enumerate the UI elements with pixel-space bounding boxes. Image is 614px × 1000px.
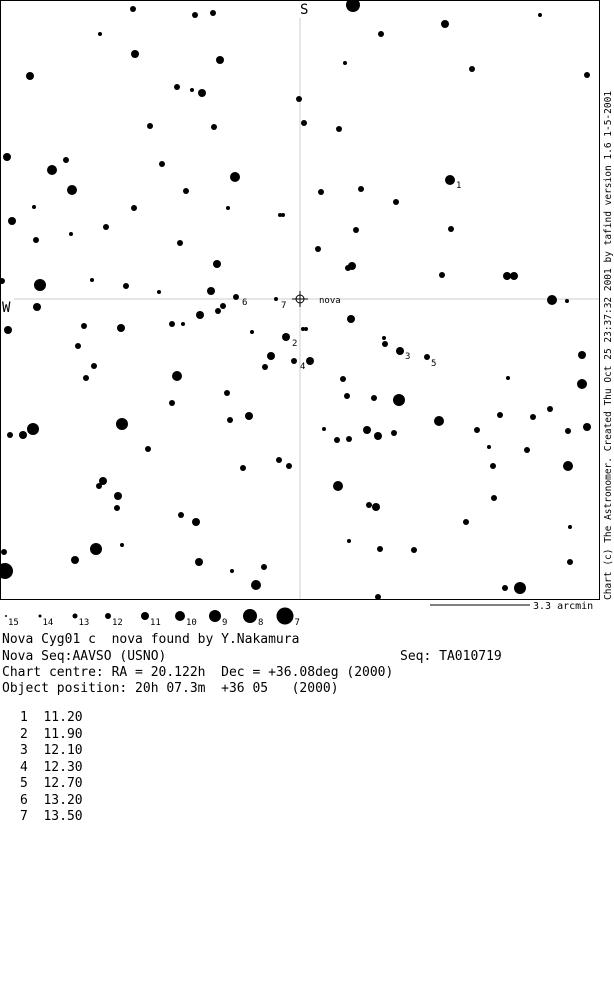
star bbox=[497, 412, 503, 418]
sequence-label: 3 bbox=[405, 352, 411, 362]
star bbox=[382, 336, 386, 340]
chart-credit: Chart (c) The Astronomer. Created Thu Oct 25 23:37:32 2001 by tafind version 1.6 1-5-2001 bbox=[603, 90, 614, 600]
star bbox=[322, 427, 326, 431]
star bbox=[213, 260, 221, 268]
star bbox=[506, 376, 510, 380]
legend-label: 8 bbox=[258, 618, 264, 628]
star bbox=[3, 153, 11, 161]
star bbox=[174, 84, 180, 90]
legend-star bbox=[141, 612, 149, 620]
sequence-label: 5 bbox=[431, 359, 437, 369]
star bbox=[7, 432, 13, 438]
star bbox=[98, 32, 102, 36]
star bbox=[382, 341, 388, 347]
star bbox=[563, 461, 573, 471]
legend-star bbox=[175, 611, 185, 621]
star bbox=[445, 175, 455, 185]
sequence-table bbox=[20, 710, 83, 826]
star bbox=[474, 427, 480, 433]
star bbox=[363, 426, 371, 434]
star bbox=[145, 446, 151, 452]
info-line-4: Object position: 20h 07.3m +36 05 (2000) bbox=[2, 681, 339, 696]
sequence-row: 4 12.30 bbox=[20, 759, 83, 775]
star bbox=[250, 330, 254, 334]
star bbox=[578, 351, 586, 359]
star bbox=[114, 505, 120, 511]
star bbox=[81, 323, 87, 329]
star bbox=[196, 311, 204, 319]
legend-label: 12 bbox=[112, 618, 123, 628]
star bbox=[230, 172, 240, 182]
star bbox=[47, 165, 57, 175]
star bbox=[96, 483, 102, 489]
star bbox=[71, 556, 79, 564]
star bbox=[215, 308, 221, 314]
sequence-row: 6 13.20 bbox=[20, 792, 83, 808]
star bbox=[547, 406, 553, 412]
star bbox=[318, 189, 324, 195]
star bbox=[8, 217, 16, 225]
star bbox=[147, 123, 153, 129]
star bbox=[172, 371, 182, 381]
star bbox=[565, 299, 569, 303]
star bbox=[371, 395, 377, 401]
star bbox=[530, 414, 536, 420]
star bbox=[224, 390, 230, 396]
star bbox=[192, 12, 198, 18]
star bbox=[301, 120, 307, 126]
star bbox=[1, 549, 7, 555]
star bbox=[120, 543, 124, 547]
star bbox=[183, 188, 189, 194]
star bbox=[315, 246, 321, 252]
star bbox=[434, 416, 444, 426]
sequence-label: 7 bbox=[281, 301, 287, 311]
star bbox=[4, 326, 12, 334]
legend-star bbox=[39, 615, 42, 618]
star bbox=[378, 31, 384, 37]
star bbox=[91, 363, 97, 369]
star bbox=[169, 321, 175, 327]
star bbox=[130, 6, 136, 12]
sequence-row: 5 12.70 bbox=[20, 776, 83, 791]
legend-star bbox=[105, 613, 111, 619]
star bbox=[131, 205, 137, 211]
legend-star bbox=[5, 615, 7, 617]
star bbox=[411, 547, 417, 553]
star bbox=[490, 463, 496, 469]
star bbox=[577, 379, 587, 389]
star bbox=[375, 594, 381, 600]
star bbox=[117, 324, 125, 332]
legend-star bbox=[243, 609, 257, 623]
star bbox=[169, 400, 175, 406]
scale-bar-label: 3.3 arcmin bbox=[533, 601, 594, 612]
sequence-row: 7 13.50 bbox=[20, 809, 83, 824]
star bbox=[26, 72, 34, 80]
star bbox=[103, 224, 109, 230]
star bbox=[245, 412, 253, 420]
star bbox=[157, 290, 161, 294]
legend-label: 13 bbox=[78, 618, 90, 628]
star bbox=[424, 354, 430, 360]
info-line-2-right: Seq: TA010719 bbox=[400, 649, 502, 664]
sequence-label: 6 bbox=[242, 298, 248, 308]
info-line-2-left: Nova Seq:AAVSO (USNO) bbox=[2, 649, 167, 664]
star bbox=[19, 431, 27, 439]
star bbox=[396, 347, 404, 355]
star bbox=[90, 543, 102, 555]
star bbox=[267, 352, 275, 360]
star bbox=[366, 502, 372, 508]
star bbox=[192, 518, 200, 526]
star bbox=[524, 447, 530, 453]
star bbox=[159, 161, 165, 167]
info-line-1: Nova Cyg01 c nova found by Y.Nakamura bbox=[2, 632, 300, 647]
legend-label: 9 bbox=[222, 618, 228, 628]
star bbox=[372, 503, 380, 511]
star bbox=[567, 559, 573, 565]
star bbox=[347, 539, 351, 543]
star bbox=[448, 226, 454, 232]
legend-label: 14 bbox=[42, 618, 54, 628]
star bbox=[262, 364, 268, 370]
star bbox=[282, 333, 290, 341]
star bbox=[538, 13, 542, 17]
star bbox=[233, 294, 239, 300]
legend-star bbox=[73, 614, 78, 619]
star bbox=[334, 437, 340, 443]
star bbox=[374, 432, 382, 440]
star bbox=[502, 585, 508, 591]
star bbox=[67, 185, 77, 195]
star bbox=[469, 66, 475, 72]
star bbox=[211, 124, 217, 130]
nova-label: nova bbox=[319, 296, 341, 306]
star bbox=[463, 519, 469, 525]
star bbox=[230, 569, 234, 573]
star bbox=[391, 430, 397, 436]
star bbox=[274, 297, 278, 301]
star bbox=[353, 227, 359, 233]
star bbox=[584, 72, 590, 78]
legend-label: 15 bbox=[8, 618, 19, 628]
star bbox=[240, 465, 246, 471]
star bbox=[510, 272, 518, 280]
sequence-row: 3 12.10 bbox=[20, 743, 83, 758]
star bbox=[261, 564, 267, 570]
star bbox=[34, 279, 46, 291]
legend-label: 11 bbox=[150, 618, 161, 628]
star bbox=[296, 96, 302, 102]
star bbox=[207, 287, 215, 295]
star bbox=[286, 463, 292, 469]
star bbox=[344, 393, 350, 399]
star bbox=[123, 283, 129, 289]
star bbox=[251, 580, 261, 590]
star bbox=[131, 50, 139, 58]
star bbox=[333, 481, 343, 491]
star bbox=[393, 199, 399, 205]
info-line-3: Chart centre: RA = 20.122h Dec = +36.08deg (2000) bbox=[2, 665, 394, 680]
star bbox=[190, 88, 194, 92]
star bbox=[177, 240, 183, 246]
star bbox=[216, 56, 224, 64]
legend-star bbox=[277, 608, 294, 625]
star bbox=[439, 272, 445, 278]
legend-label: 10 bbox=[186, 618, 197, 628]
legend-label: 7 bbox=[294, 618, 300, 628]
star bbox=[220, 303, 226, 309]
star bbox=[345, 265, 351, 271]
star bbox=[281, 213, 285, 217]
compass-south: S bbox=[300, 2, 309, 18]
star bbox=[75, 343, 81, 349]
sequence-label: 4 bbox=[300, 362, 306, 372]
star bbox=[114, 492, 122, 500]
star bbox=[291, 358, 297, 364]
star bbox=[393, 394, 405, 406]
star bbox=[336, 126, 342, 132]
magnitude-legend bbox=[5, 608, 300, 629]
star bbox=[347, 315, 355, 323]
star bbox=[358, 186, 364, 192]
star bbox=[226, 206, 230, 210]
star bbox=[116, 418, 128, 430]
compass-west: W bbox=[2, 300, 11, 316]
star bbox=[227, 417, 233, 423]
star bbox=[503, 272, 511, 280]
sequence-row: 1 11.20 bbox=[20, 710, 83, 725]
star bbox=[83, 375, 89, 381]
star bbox=[198, 89, 206, 97]
star bbox=[568, 525, 572, 529]
star bbox=[583, 423, 591, 431]
star bbox=[306, 357, 314, 365]
star bbox=[27, 423, 39, 435]
star bbox=[491, 495, 497, 501]
sequence-label: 2 bbox=[292, 339, 298, 349]
star bbox=[547, 295, 557, 305]
star bbox=[33, 237, 39, 243]
star bbox=[90, 278, 94, 282]
star bbox=[195, 558, 203, 566]
star bbox=[343, 61, 347, 65]
star bbox=[178, 512, 184, 518]
star bbox=[441, 20, 449, 28]
star bbox=[340, 376, 346, 382]
star bbox=[565, 428, 571, 434]
star bbox=[377, 546, 383, 552]
sequence-row: 2 11.90 bbox=[20, 726, 83, 742]
star bbox=[69, 232, 73, 236]
sequence-label: 1 bbox=[456, 181, 462, 191]
star bbox=[210, 10, 216, 16]
star bbox=[346, 436, 352, 442]
star bbox=[63, 157, 69, 163]
star bbox=[304, 327, 308, 331]
star bbox=[33, 303, 41, 311]
star bbox=[514, 582, 526, 594]
star bbox=[181, 322, 185, 326]
star bbox=[276, 457, 282, 463]
legend-star bbox=[209, 610, 221, 622]
star bbox=[487, 445, 491, 449]
star bbox=[32, 205, 36, 209]
